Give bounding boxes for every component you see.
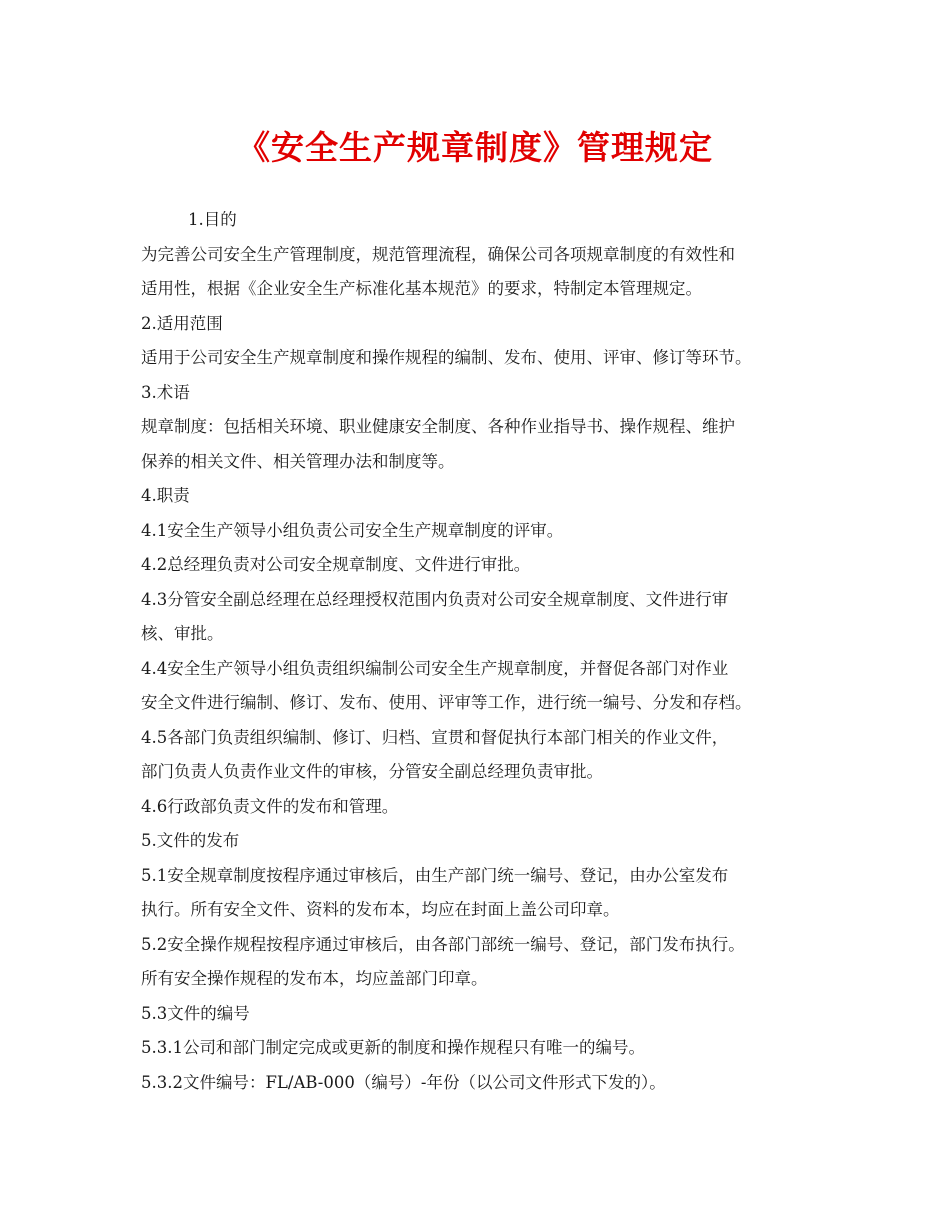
paragraph-line: 4.2总经理负责对公司安全规章制度、文件进行审批。 [141, 555, 531, 574]
paragraph-line: 5.3.2文件编号：FL/AB-000（编号）-年份（以公司文件形式下发的）。 [141, 1072, 666, 1092]
section-heading-publishing: 5.文件的发布 [141, 831, 240, 850]
document-body [141, 203, 831, 1100]
section-heading-terms: 3.术语 [141, 382, 190, 402]
paragraph-line: 4.3分管安全副总经理在总经理授权范围内负责对公司安全规章制度、文件进行审 [141, 589, 729, 609]
paragraph-line: 4.4安全生产领导小组负责组织编制公司安全生产规章制度，并督促各部门对作业 [141, 658, 729, 678]
section-heading-responsibilities: 4.职责 [141, 486, 190, 505]
paragraph-line: 为完善公司安全生产管理制度，规范管理流程，确保公司各项规章制度的有效性和 [141, 244, 735, 264]
paragraph-line: 规章制度：包括相关环境、职业健康安全制度、各种作业指导书、操作规程、维护 [141, 417, 735, 436]
section-heading-scope: 2.适用范围 [141, 313, 223, 333]
section-heading-numbering: 5.3文件的编号 [141, 1003, 250, 1023]
paragraph-line: 保养的相关文件、相关管理办法和制度等。 [141, 451, 455, 471]
paragraph-line: 4.1安全生产领导小组负责公司安全生产规章制度的评审。 [141, 520, 564, 540]
paragraph-line: 5.3.1公司和部门制定完成或更新的制度和操作规程只有唯一的编号。 [141, 1038, 645, 1057]
section-heading-purpose: 1.目的 [188, 210, 237, 229]
document-title: 《安全生产规章制度》管理规定 [237, 128, 713, 167]
paragraph-line: 4.6行政部负责文件的发布和管理。 [141, 796, 399, 816]
paragraph-line: 5.2安全操作规程按程序通过审核后，由各部门部统一编号、登记，部门发布执行。 [141, 934, 745, 954]
paragraph-line: 4.5各部门负责组织编制、修订、归档、宣贯和督促执行本部门相关的作业文件， [141, 727, 729, 747]
paragraph-line: 所有安全操作规程的发布本，均应盖部门印章。 [141, 969, 488, 988]
paragraph-line: 安全文件进行编制、修订、发布、使用、评审等工作，进行统一编号、分发和存档。 [141, 693, 752, 712]
paragraph-line: 部门负责人负责作业文件的审核，分管安全副总经理负责审批。 [141, 762, 603, 781]
paragraph-line: 5.1安全规章制度按程序通过审核后，由生产部门统一编号、登记，由办公室发布 [141, 865, 729, 885]
paragraph-line: 核、审批。 [141, 624, 224, 643]
paragraph-line: 适用性，根据《企业安全生产标准化基本规范》的要求，特制定本管理规定。 [141, 279, 702, 298]
paragraph-line: 执行。所有安全文件、资料的发布本，均应在封面上盖公司印章。 [141, 900, 620, 919]
paragraph-line: 适用于公司安全生产规章制度和操作规程的编制、发布、使用、评审、修订等环节。 [141, 348, 752, 367]
